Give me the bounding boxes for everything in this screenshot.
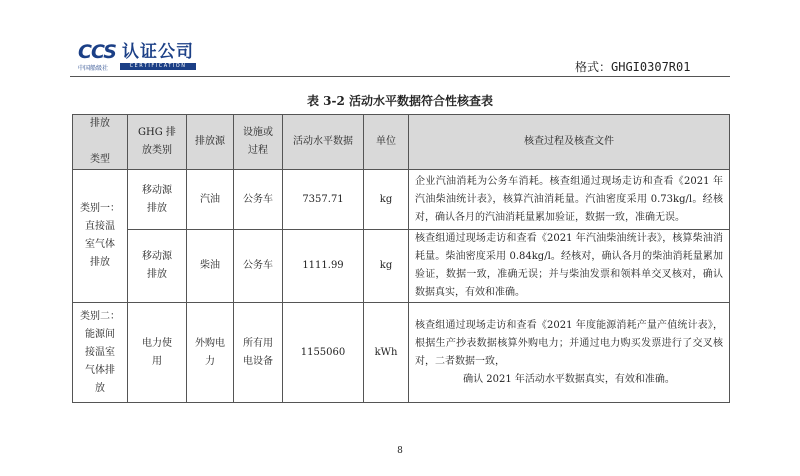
page-number: 8 <box>397 446 403 456</box>
facility-cell <box>234 230 283 303</box>
process-text: 核查组通过现场走访和查看《2021 年度能源消耗产量产值统计表》，根据生产抄表数据核算外购电力；并通过电力购买发票进行了交叉核对，二者数据一致， <box>415 319 723 367</box>
table-caption: 表 3-2 活动水平数据符合性核查表 <box>306 94 494 108</box>
header-unit <box>364 115 409 170</box>
logo-ccs: CCS <box>78 41 116 63</box>
emission-type-text: 类别二： 能源间 接温室 气体排 放 <box>80 310 120 394</box>
source-cell <box>187 170 234 230</box>
activity-data-table <box>72 114 730 403</box>
page-header <box>0 0 800 80</box>
value-cell: 7357.71 <box>283 170 364 230</box>
header-cell: 单位 <box>376 136 396 147</box>
ghg-category-cell <box>128 303 187 403</box>
source-text: 柴油 <box>200 260 220 271</box>
ccs-logo <box>78 42 196 72</box>
table-row <box>73 230 730 303</box>
category-text: 移动源 排放 <box>142 251 172 280</box>
facility-text: 所有用 电设备 <box>243 337 273 367</box>
ghg-category-cell <box>128 230 187 303</box>
unit-cell: kg <box>364 230 409 303</box>
unit-cell: kWh <box>364 303 409 403</box>
emission-type-text: 类别一： 直接温 室气体 排放 <box>80 203 120 268</box>
header-cell: 排放 类型 <box>90 118 110 165</box>
header-verification <box>409 115 730 170</box>
process-last-line: 确认 2021 年活动水平数据真实，有效和准确。 <box>463 373 675 385</box>
header-cell: 设施或 过程 <box>243 127 273 156</box>
header-emission-type <box>73 115 128 170</box>
ghg-category-cell <box>128 170 187 230</box>
facility-cell <box>234 303 283 403</box>
source-text: 汽油 <box>200 193 220 205</box>
table-row <box>73 303 730 403</box>
facility-text: 公务车 <box>243 193 273 205</box>
process-cell: 企业汽油消耗为公务车消耗。核查组通过现场走访和查看《2021 年汽油柴油统计表》，核算汽油消耗量。汽油密度采用 0.73kg/l。经核对，确认各月的汽油消耗量累加验证，数据一致，准确无误。 <box>409 170 730 230</box>
table-row <box>73 170 730 230</box>
logo-cn: 认证公司 <box>122 42 194 62</box>
header-cell: 核查过程及核查文件 <box>524 136 614 147</box>
header-cell: 排放源 <box>195 136 225 147</box>
format-code: 格式：GHGI0307R01 <box>575 60 691 74</box>
logo-sub-left: 中国船级社 <box>78 65 109 72</box>
source-text: 外购电 力 <box>195 337 225 367</box>
source-cell <box>187 230 234 303</box>
table-header-row <box>73 115 730 170</box>
header-ghg-category <box>128 115 187 170</box>
emission-type-cell <box>73 303 128 403</box>
header-cell: GHG 排 放类别 <box>138 127 176 156</box>
header-activity-data <box>283 115 364 170</box>
process-cell <box>409 303 730 403</box>
category-text: 移动源 排放 <box>142 184 172 214</box>
category-text: 电力使 用 <box>142 337 172 367</box>
logo-sub-bar: CERTIFICATION <box>120 63 196 70</box>
value-cell: 1111.99 <box>283 230 364 303</box>
unit-cell: kg <box>364 170 409 230</box>
facility-text: 公务车 <box>243 260 273 271</box>
value-cell: 1155060 <box>283 303 364 403</box>
header-facility <box>234 115 283 170</box>
header-cell: 活动水平数据 <box>293 136 353 147</box>
facility-cell <box>234 170 283 230</box>
source-cell <box>187 303 234 403</box>
header-emission-source <box>187 115 234 170</box>
emission-type-cell <box>73 170 128 303</box>
process-cell: 核查组通过现场走访和查看《2021 年汽油柴油统计表》，核算柴油消耗量。柴油密度采用 0.84kg/l。经核对，确认各月的柴油消耗量累加验证，数据一致，准确无误；并与柴油发票和领料单交叉核对，确认数据真实，有效和准确。 <box>409 230 730 303</box>
header-rule <box>70 76 730 77</box>
